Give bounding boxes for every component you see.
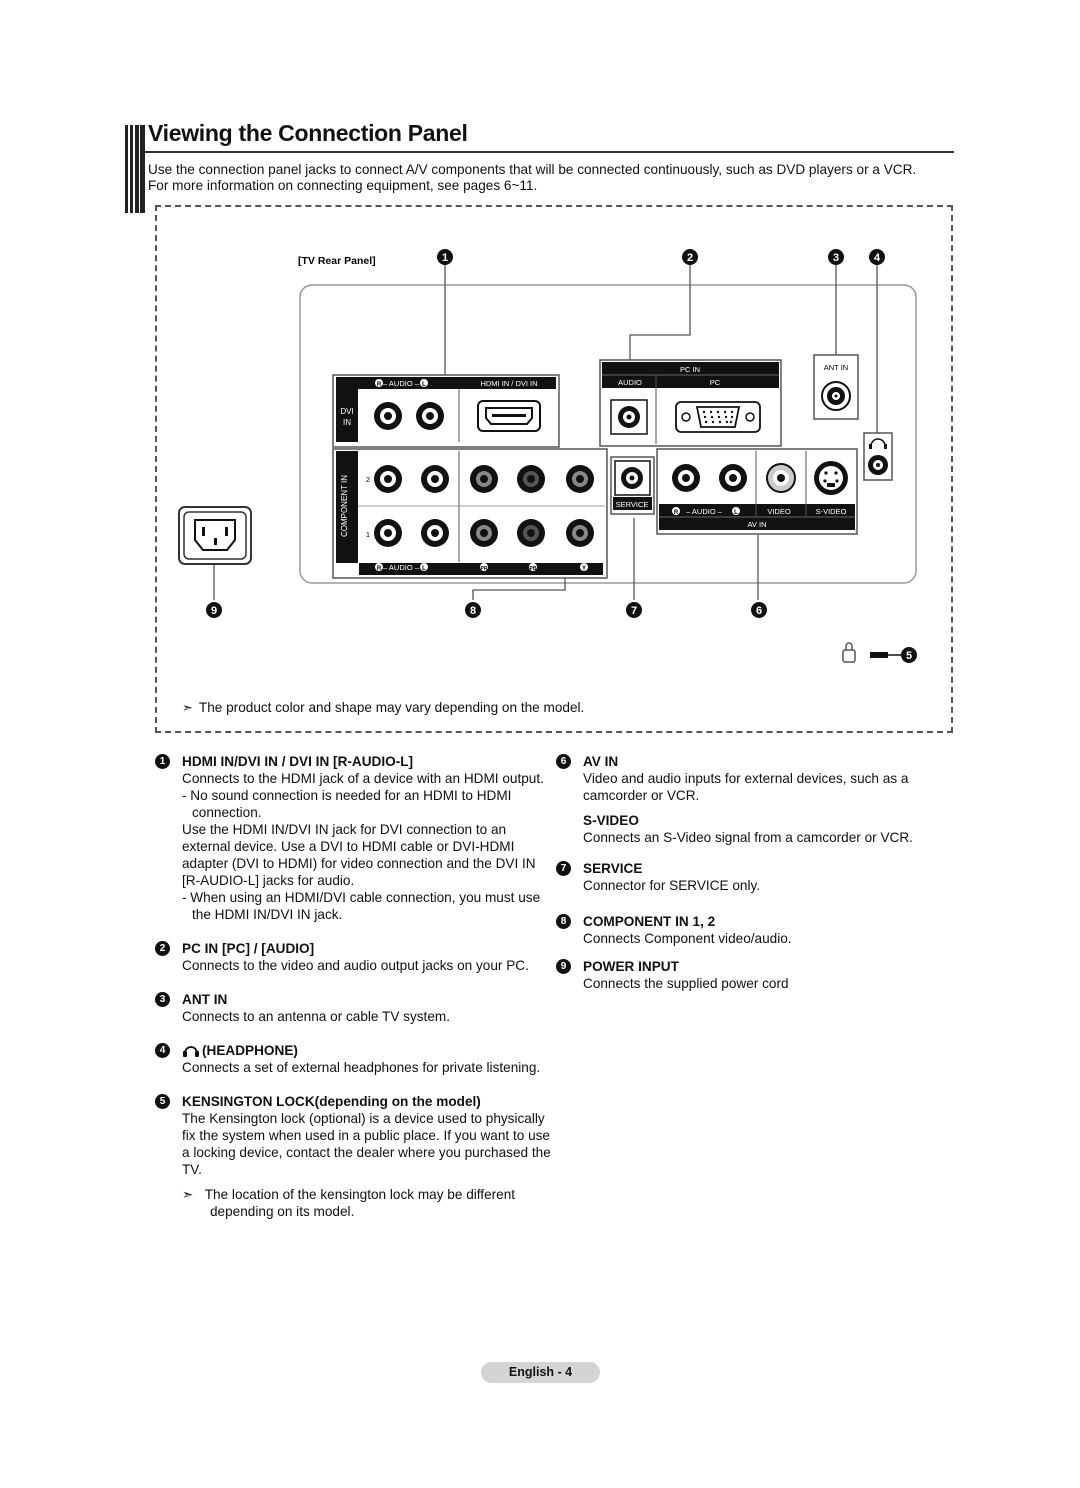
svg-text:R: R <box>376 566 382 572</box>
list-item: 2 PC IN [PC] / [AUDIO] Connects to the video and audio output jacks on your PC. <box>155 940 555 974</box>
svg-text:1: 1 <box>441 252 449 264</box>
item-number: 2 <box>155 941 170 956</box>
list-item: 1 HDMI IN/DVI IN / DVI IN [R-AUDIO-L] Connects to the HDMI jack of a device with an HDMI output. - No sound connection is needed for an HDMI to HDMI connection. Use the HDMI IN/DVI IN jack for DVI connection to an external device. Use a DVI to HDMI cable or DVI-HDMI adapter (DVI to HDMI) for video connection and the DVI IN [R-AUDIO-L] jacks for audio. - When using an HDMI/DVI cable connection, you must use the HDMI IN/DVI IN jack. <box>155 753 555 923</box>
pc-in-block <box>600 360 781 446</box>
svg-text:8: 8 <box>469 605 477 617</box>
diagram-note: ➣ The product color and shape may vary depending on the model. <box>182 700 585 715</box>
item-title: SERVICE <box>583 861 643 876</box>
item-number: 1 <box>155 754 170 769</box>
item-number: 9 <box>556 959 571 974</box>
svg-text:– AUDIO –: – AUDIO – <box>383 379 419 388</box>
item-note: ➣ The location of the kensington lock may be different depending on its model. <box>182 1187 516 1219</box>
list-item: 5 KENSINGTON LOCK(depending on the model) The Kensington lock (optional) is a device used to physically fix the system when used in a public place. If you want to use a locking device, contact the dealer where you purchased the TV. ➣ The location of the kensington lock may be different depending on its model. <box>155 1093 555 1220</box>
rear-panel-diagram <box>0 0 1080 740</box>
list-item: 6 AV IN Video and audio inputs for external devices, such as a camcorder or VCR. S-VIDEO Connects an S-Video signal from a camcorder or VCR. <box>556 753 936 846</box>
intro-line-1: Use the connection panel jacks to connect A/V components that will be connected continuously, such as DVD players or a VCR. <box>148 162 917 177</box>
svg-text:PB: PB <box>529 566 537 572</box>
headphone-icon <box>182 1042 200 1058</box>
svg-text:Y: Y <box>581 566 587 572</box>
intro-line-2: For more information on connecting equipment, see pages 6~11. <box>148 177 538 193</box>
svg-text:SERVICE: SERVICE <box>615 500 649 509</box>
item-title: COMPONENT IN 1, 2 <box>583 914 716 929</box>
item-title: (HEADPHONE) <box>182 1042 555 1059</box>
item-title: KENSINGTON LOCK(depending on the model) <box>182 1094 481 1109</box>
svg-text:9: 9 <box>210 605 218 617</box>
panel-label: [TV Rear Panel] <box>298 255 376 267</box>
item-number: 4 <box>155 1043 170 1058</box>
list-item: 3 ANT IN Connects to an antenna or cable TV system. <box>155 991 555 1025</box>
svg-text:PR: PR <box>480 566 488 572</box>
svg-text:2: 2 <box>365 475 371 484</box>
svg-text:VIDEO: VIDEO <box>767 507 791 516</box>
svg-text:L: L <box>422 566 426 572</box>
list-item: 8 COMPONENT IN 1, 2 Connects Component video/audio. <box>556 913 936 947</box>
svg-text:R: R <box>673 510 679 516</box>
item-number: 8 <box>556 914 571 929</box>
svg-text:ANT IN: ANT IN <box>823 363 849 372</box>
svg-text:L: L <box>734 510 738 516</box>
svg-text:HDMI IN / DVI IN: HDMI IN / DVI IN <box>480 379 538 388</box>
ant-in-jack <box>814 355 858 419</box>
svg-text:DVI: DVI <box>340 407 354 416</box>
arrow-note-icon: ➣ <box>182 1187 205 1202</box>
item-title: POWER INPUT <box>583 959 679 974</box>
item-title: HDMI IN/DVI IN / DVI IN [R-AUDIO-L] <box>182 754 414 769</box>
svg-text:L: L <box>422 382 426 388</box>
left-column <box>155 753 555 1237</box>
item-number: 6 <box>556 754 571 769</box>
svg-text:PC IN: PC IN <box>679 365 701 374</box>
page-number: English - 4 <box>481 1362 600 1383</box>
svg-text:IN: IN <box>343 418 351 427</box>
list-item: 4 (HEADPHONE) Connects a set of external headphones for private listening. <box>155 1042 555 1076</box>
svg-text:7: 7 <box>630 605 638 617</box>
svg-text:PC: PC <box>709 378 721 387</box>
svg-text:AUDIO: AUDIO <box>618 378 642 387</box>
item-number: 7 <box>556 861 571 876</box>
svg-text:– AUDIO –: – AUDIO – <box>686 507 722 516</box>
item-title: ANT IN <box>182 992 228 1007</box>
kensington-lock-icon <box>843 643 901 662</box>
svg-text:5: 5 <box>905 650 913 662</box>
svg-text:COMPONENT IN: COMPONENT IN <box>340 474 349 538</box>
headphone-jack <box>864 433 892 480</box>
item-number: 5 <box>155 1094 170 1109</box>
item-number: 3 <box>155 992 170 1007</box>
list-item: 7 SERVICE Connector for SERVICE only. <box>556 860 936 894</box>
svg-text:6: 6 <box>755 605 763 617</box>
av-in-block <box>657 449 857 534</box>
svg-text:1: 1 <box>365 530 371 539</box>
component-in-block <box>333 449 607 578</box>
svg-text:AV IN: AV IN <box>747 520 767 529</box>
svg-text:2: 2 <box>686 252 694 264</box>
right-column <box>556 753 936 1009</box>
list-item: 9 POWER INPUT Connects the supplied power cord <box>556 958 936 992</box>
hdmi-dvi-block <box>333 375 559 447</box>
item-title: AV IN <box>583 754 619 769</box>
svg-text:3: 3 <box>832 252 840 264</box>
item-title: PC IN [PC] / [AUDIO] <box>182 941 315 956</box>
power-input-jack <box>179 507 251 564</box>
svg-text:R: R <box>376 382 382 388</box>
item-subtitle: S-VIDEO <box>583 813 639 828</box>
arrow-note-icon: ➣ <box>182 700 193 715</box>
svg-text:4: 4 <box>873 252 881 264</box>
page-title: Viewing the Connection Panel <box>148 120 468 146</box>
service-jack <box>611 457 654 514</box>
svg-text:S-VIDEO: S-VIDEO <box>815 507 847 516</box>
svg-text:– AUDIO –: – AUDIO – <box>383 563 419 572</box>
